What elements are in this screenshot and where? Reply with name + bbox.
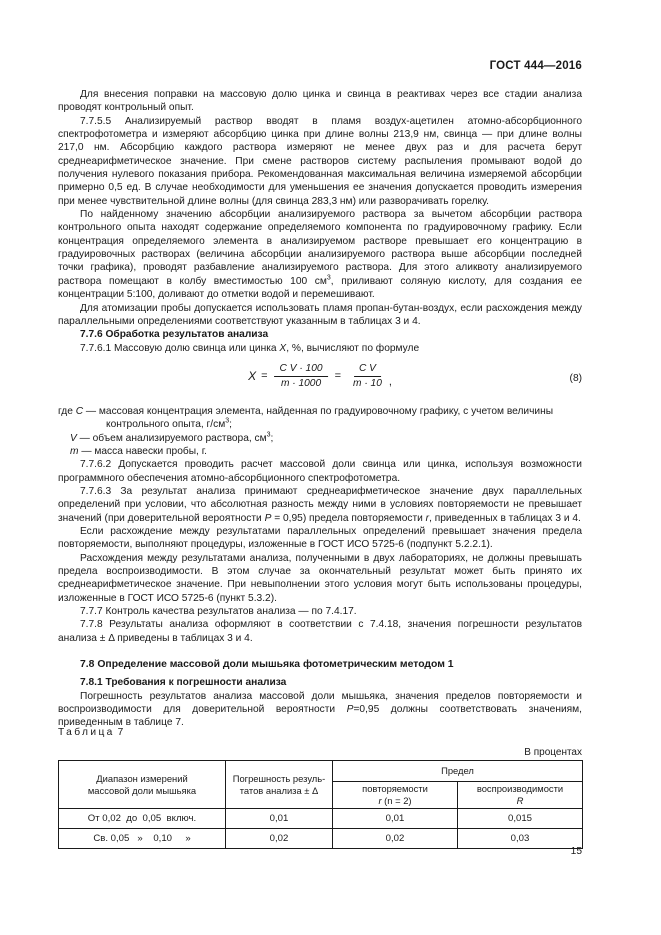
formula-symbol-definitions xyxy=(58,405,582,458)
header-symbol-r-lower: r xyxy=(378,795,382,806)
paragraph-7-7-7: 7.7.7 Контроль качества результатов анализа — по 7.4.17. xyxy=(80,606,357,618)
definition-c-continued xyxy=(58,418,582,431)
header-measurement-range-line2: массовой доли мышьяка xyxy=(87,784,197,796)
cell-error-row-1: 0,01 xyxy=(226,809,333,829)
paragraph-repeatability-exceed: Если расхождение между результатами параллельных определений превышает значения предела повторяемости, выполняют процедуры, изложенные в ГОСТ ИСО 5725-6 (подпункт 5.2.2.1). xyxy=(58,525,582,551)
definition-c-cont-text: контрольного опыта, г/см xyxy=(106,419,226,431)
definition-c-text: — массовая концентрация элемента, найденная по градуировочному графику, с учетом величины xyxy=(83,405,554,417)
definition-v-text: — объем анализируемого раствора, см xyxy=(76,432,267,444)
table-row xyxy=(59,829,583,849)
paragraph-7-7-5-5-text: 7.7.5.5 Анализируемый раствор вводят в пламя воздух-ацетилен атомно-абсорбционного спектрофотометра и измеряют абсорбцию цинка при длине волны 213,9 нм, свинца — при длине волны 217,0 нм. Абсорбцию каждого раствора измеряют не менее двух раз и для расчета берут среднеарифметическое значение. При смене растворов систему распыления промывают водой до получения нулевого показания прибора. Рекомендованная максимальная величина измеряемой абсорбции примерно 0,5 ед. В случае необходимости для уменьшения ее значения допускается проводить измерения при менее чувствительной длине волны (для свинца 283,3 нм) или разворачивать горелку. xyxy=(58,115,582,207)
formula-fraction-2 xyxy=(348,363,387,390)
heading-7-7-6: 7.7.6 Обработка результатов анализа xyxy=(80,329,269,341)
definition-intro-gde: где xyxy=(58,405,76,417)
paragraph-calibration-curve xyxy=(58,208,582,301)
paragraph-7-7-6-3-text-a: 7.7.6.3 За результат анализа принимают среднеарифметическое значение двух параллельных определений при условии, что абсолютная разность между ними в условиях повторяемости не превышает значений (при доверительной вероятности xyxy=(58,485,582,524)
document-body xyxy=(58,88,582,730)
header-repeatability-n: (n = 2) xyxy=(381,795,412,806)
paragraph-7-7-8-text-a: 7.7.8 Результаты анализа оформляют в соответствии с 7.4.18, значения погрешности результатов анализа ± xyxy=(58,619,582,644)
definition-v xyxy=(58,432,582,445)
header-repeatability-line1: повторяемости xyxy=(362,783,428,794)
superscript-cubic-cm-3: 3 xyxy=(266,431,271,439)
formula-lhs-x: X xyxy=(248,369,257,384)
cell-reproducibility-row-2: 0,03 xyxy=(458,829,583,849)
header-reproducibility xyxy=(458,782,583,809)
heading-7-8-1: 7.8.1 Требования к погрешности анализа xyxy=(80,677,287,689)
paragraph-7-7-6-1-text-a: 7.7.6.1 Массовую долю свинца или цинка xyxy=(80,342,280,354)
page-number: 15 xyxy=(570,846,582,857)
formula-equals-1: = xyxy=(261,370,268,383)
spacer-before-section-7-8 xyxy=(58,645,582,658)
formula-fraction-2-denominator: m · 10 xyxy=(353,377,382,389)
header-repeatability xyxy=(333,782,458,809)
paragraph-7-7-8-text-b: приведены в таблицах 3 и 4. xyxy=(114,632,253,644)
paragraph-7-7-6-3 xyxy=(58,485,582,525)
heading-7-8: 7.8 Определение массовой доли мышьяка фотометрическим методом 1 xyxy=(80,659,454,671)
symbol-v: V xyxy=(70,432,77,444)
cell-range-row-1: От 0,02 до 0,05 включ. xyxy=(59,809,226,829)
formula-fraction-1-numerator: C V · 100 xyxy=(275,363,328,377)
table-header-row-1 xyxy=(59,761,583,782)
paragraph-7-7-6-3-text-b: = 0,95) предела повторяемости xyxy=(271,512,426,524)
paragraph-7-7-5-5 xyxy=(58,115,582,208)
paragraph-7-7-6-1-text-b: , %, вычисляют по формуле xyxy=(286,342,420,354)
symbol-m: m xyxy=(70,445,79,457)
superscript-cubic-cm-1: 3 xyxy=(326,274,331,282)
table-7-body xyxy=(59,809,583,849)
definition-v-end: ; xyxy=(270,432,274,444)
variable-p-confidence: P xyxy=(264,512,272,524)
cell-repeatability-row-1: 0,01 xyxy=(333,809,458,829)
paragraph-7-7-6-1 xyxy=(58,342,582,355)
paragraph-7-8-1-text-b: =0,95 должны соответствовать значениям, приведенным в таблице 7. xyxy=(58,704,582,729)
page-content xyxy=(58,0,582,935)
paragraph-control-experiment: Для внесения поправки на массовую долю цинка и свинца в реактивах через все стадии анализа проводят контрольный опыт. xyxy=(58,89,582,114)
formula-equals-2: = xyxy=(334,370,341,383)
superscript-cubic-cm-2: 3 xyxy=(225,417,230,425)
paragraph-calibration-curve-text-a: По найденному значению абсорбции анализируемого раствора за вычетом абсорбции раствора контрольного опыта находят содержание определяемого компонента по градуировочному графику. Если концентрация определяемого элемента в анализируемом растворе превышает его концентрацию в градуировочных растворах (величина абсорбции анализируемого раствора выше абсорбции последней точки графика), проводят разбавление анализируемого раствора. Для этого аликвоту анализируемого раствора помещают в колбу вместимостью 100 см xyxy=(58,209,582,287)
formula-mass-fraction xyxy=(248,363,392,390)
variable-p-confidence-2: P xyxy=(346,704,354,716)
header-reproducibility-line1: воспроизводимости xyxy=(476,783,564,794)
header-analysis-error-line1: Погрешность резуль- xyxy=(232,772,326,784)
formula-trailing-comma: , xyxy=(388,375,392,388)
formula-fraction-1-denominator: m · 1000 xyxy=(280,377,322,389)
paragraph-7-7-6-2: 7.7.6.2 Допускается проводить расчет массовой доли свинца или цинка, используя возможности программного обеспечения атомно-абсорбционного спектрофотометра. xyxy=(58,459,582,484)
cell-range-row-2: Св. 0,05 » 0,10 » xyxy=(59,829,226,849)
table-7-head xyxy=(59,761,583,809)
definition-m-text: — масса навески пробы, г. xyxy=(78,445,207,457)
table-caption-number: 7 xyxy=(117,727,124,738)
header-repeatability-line2 xyxy=(333,795,457,807)
header-analysis-error-line2: татов анализа ± Δ xyxy=(239,784,319,796)
formula-fraction-1 xyxy=(275,363,328,390)
cell-reproducibility-row-1: 0,015 xyxy=(458,809,583,829)
paragraph-7-7-8 xyxy=(58,618,582,645)
table-row xyxy=(59,809,583,829)
variable-x-inline: X xyxy=(279,342,287,354)
definition-c xyxy=(58,405,582,418)
table-units-note: В процентах xyxy=(524,747,582,758)
definition-c-cont-end: ; xyxy=(229,419,232,431)
paragraph-7-7-6-3-text-c: , приведенных в таблицах 3 и 4. xyxy=(429,512,581,524)
definition-m xyxy=(58,445,582,458)
paragraph-reproducibility-labs: Расхождения между результатами анализа, полученными в двух лабораториях, не должны превышать предела воспроизводимости. В этом случае за окончательный результат может быть принято их среднеарифметическое значение. При невыполнении этого условия могут быть использованы процедуры, изложенные в ГОСТ ИСО 5725-6 (пункт 5.3.2). xyxy=(58,552,582,604)
paragraph-7-8-1-body xyxy=(58,690,582,730)
table-7-block xyxy=(58,727,582,849)
symbol-c: C xyxy=(75,405,84,417)
paragraph-atomization: Для атомизации пробы допускается использовать пламя пропан-бутан-воздух, если расхождения между параллельными определениями соответствуют указанным в таблицах 3 и 4. xyxy=(58,302,582,327)
header-measurement-range-line1: Диапазон измерений xyxy=(96,772,188,784)
standard-designation-header: ГОСТ 444—2016 xyxy=(489,60,582,72)
header-measurement-range xyxy=(59,761,226,809)
symbol-delta-1: Δ xyxy=(108,632,115,644)
table-caption-label: Таблица xyxy=(58,727,115,738)
variable-r-repeatability: r xyxy=(425,512,430,524)
formula-number-8: (8) xyxy=(569,372,582,384)
header-symbol-r-upper: R xyxy=(516,795,524,806)
paragraph-7-8-1-text-a: Погрешность результатов анализа массовой доли мышьяка, значения пределов повторяемости и воспроизводимости для доверительной вероятности xyxy=(58,690,582,716)
table-7 xyxy=(58,760,583,849)
formula-row-8 xyxy=(58,361,582,401)
formula-fraction-2-numerator: C V xyxy=(354,363,381,377)
paragraph-calibration-curve-text-b: , приливают соляную кислоту, для создания ее концентрации 5:100, доливают до отметки водой и перемешивают. xyxy=(58,275,582,301)
cell-error-row-2: 0,02 xyxy=(226,829,333,849)
cell-repeatability-row-2: 0,02 xyxy=(333,829,458,849)
header-limit-group: Предел xyxy=(333,761,583,782)
header-analysis-error xyxy=(226,761,333,809)
table-caption xyxy=(58,727,582,738)
